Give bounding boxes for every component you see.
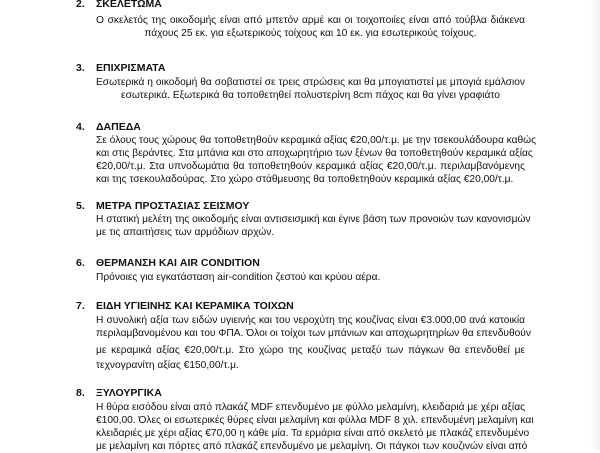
- section-heading: [76, 387, 162, 399]
- section-number: 7.: [76, 300, 85, 312]
- section-number: 8.: [76, 387, 85, 399]
- paragraph-line: με κεραμικά αξίας €20,00/τ.μ. Στο χώρο της κουζίνας μεταξύ των πάγκων θα επενδυθεί με: [96, 345, 525, 356]
- section-number: 4.: [76, 121, 85, 133]
- paragraph-line: και στις βεράντες. Στα μπάνια και στο αποχωρητήριο των ξένων θα τοποθετηθούν κεραμικά αξίας: [96, 148, 533, 159]
- section-heading: [76, 62, 165, 74]
- paragraph-line: τεχνογρανίτη αξίας €150,00/τ.μ.: [96, 360, 239, 371]
- paragraph-line: Σε όλους τους χώρους θα τοποθετηθούν κεραμικά αξίας €20,00/τ.μ. με την τσεκουλάδουρα καθώς: [96, 135, 537, 146]
- section-heading: [76, 300, 294, 312]
- section-number: 5.: [76, 200, 85, 212]
- section-title: ΞΥΛΟΥΡΓΙΚΑ: [96, 387, 162, 399]
- section-title: ΜΕΤΡΑ ΠΡΟΣΤΑΣΙΑΣ ΣΕΙΣΜΟΥ: [96, 200, 250, 212]
- section-title: ΘΕΡΜΑΝΣΗ ΚΑΙ AIR CONDITION: [96, 257, 260, 269]
- section-heading: [76, 0, 162, 10]
- paragraph-line: €100,00. Όλες οι εσωτερικές θύρες είναι μελαμίνη και φύλλα MDF 8 χιλ. επενδυμένη μελαμίνη και: [96, 415, 534, 426]
- paragraph-line: Πρόνοιες για εγκατάσταση air-condition ζεστού και κρύου αέρα.: [96, 272, 381, 283]
- section-number: 2.: [76, 0, 85, 10]
- paragraph-line: Η στατική μελέτη της οικοδομής είναι αντισεισμική και έγινε βάση των προνοιών των κανονισμών: [96, 214, 531, 225]
- section-number: 3.: [76, 62, 85, 74]
- section-title: ΕΙΔΗ ΥΓΙΕΙΝΗΣ ΚΑΙ ΚΕΡΑΜΙΚΑ ΤΟΙΧΩΝ: [96, 300, 294, 312]
- paragraph-line: εσωτερικά. Εξωτερικά θα τοποθετηθεί πολυστερίνη 8cm πάχος και θα γίνει γραφιάτο: [121, 90, 500, 101]
- paragraph-line: και της τσεκουλαδούρας. Στο χώρο στάθμευσης θα τοποθετηθούν κεραμικά αξίας €20,00/τ.μ.: [96, 174, 514, 185]
- section-title: ΕΠΙΧΡΙΣΜΑΤΑ: [96, 62, 166, 74]
- section-number: 6.: [76, 257, 85, 269]
- page-edge-shadow: [590, 0, 600, 450]
- paragraph-line: Η συνολική αξία των ειδών υγιεινής και του νεροχύτη της κουζίνας είναι €3.000,00 ανά κατοικία: [96, 315, 525, 326]
- paragraph-line: Ο σκελετός της οικοδομής είναι από μπετόν αρμέ και οι τοιχοποιίες είναι από τούβλα διάκενα: [96, 15, 525, 26]
- paragraph-line: περιλαμβανομένου και του ΦΠΑ. Όλοι οι τοίχοι των μπάνιων και αποχωρητηρίων θα επενδυθούν: [96, 328, 531, 339]
- paragraph-line: Η θύρα εισόδου είναι από πλακάζ MDF επενδυμένο με φύλλο μελαμίνη, κλειδαριά με χέρι αξίας: [96, 402, 525, 413]
- section-title: ΣΚΕΛΕΤΩΜΑ: [96, 0, 162, 10]
- paragraph-line: κλειδαριές με χέρι αξίας €70,00 η κάθε μία. Τα ερμάρια είναι από σκελετό με πλακάζ επενδυμένο: [96, 428, 530, 439]
- paragraph-line: €20,00/τ.μ. Στα υπνοδωμάτια θα τοποθετηθούν κεραμικά αξίας €20,00/τ.μ. περιλαμβανόμενης: [96, 161, 525, 172]
- paragraph-line: Εσωτερικά η οικοδομή θα σοβατιστεί σε τρεις στρώσεις και θα μπογιατιστεί με μπογιά εμάλσιον: [96, 77, 525, 88]
- paragraph-line: πάχους 25 εκ. για εξωτερικούς τοίχους και 10 εκ. για εσωτερικούς τοίχους.: [144, 28, 477, 39]
- paragraph-line: με μελαμίνη και πόρτες από πλακάζ επενδυμένο με μελαμίνη. Οι πάγκοι των κουζινών είναι από: [96, 441, 528, 452]
- section-heading: [76, 257, 260, 269]
- paragraph-line: με τις απαιτήσεις των αρμόδιων αρχών.: [96, 227, 275, 238]
- section-heading: [76, 121, 141, 133]
- section-title: ΔΑΠΕΔΑ: [96, 121, 141, 133]
- section-heading: [76, 200, 249, 212]
